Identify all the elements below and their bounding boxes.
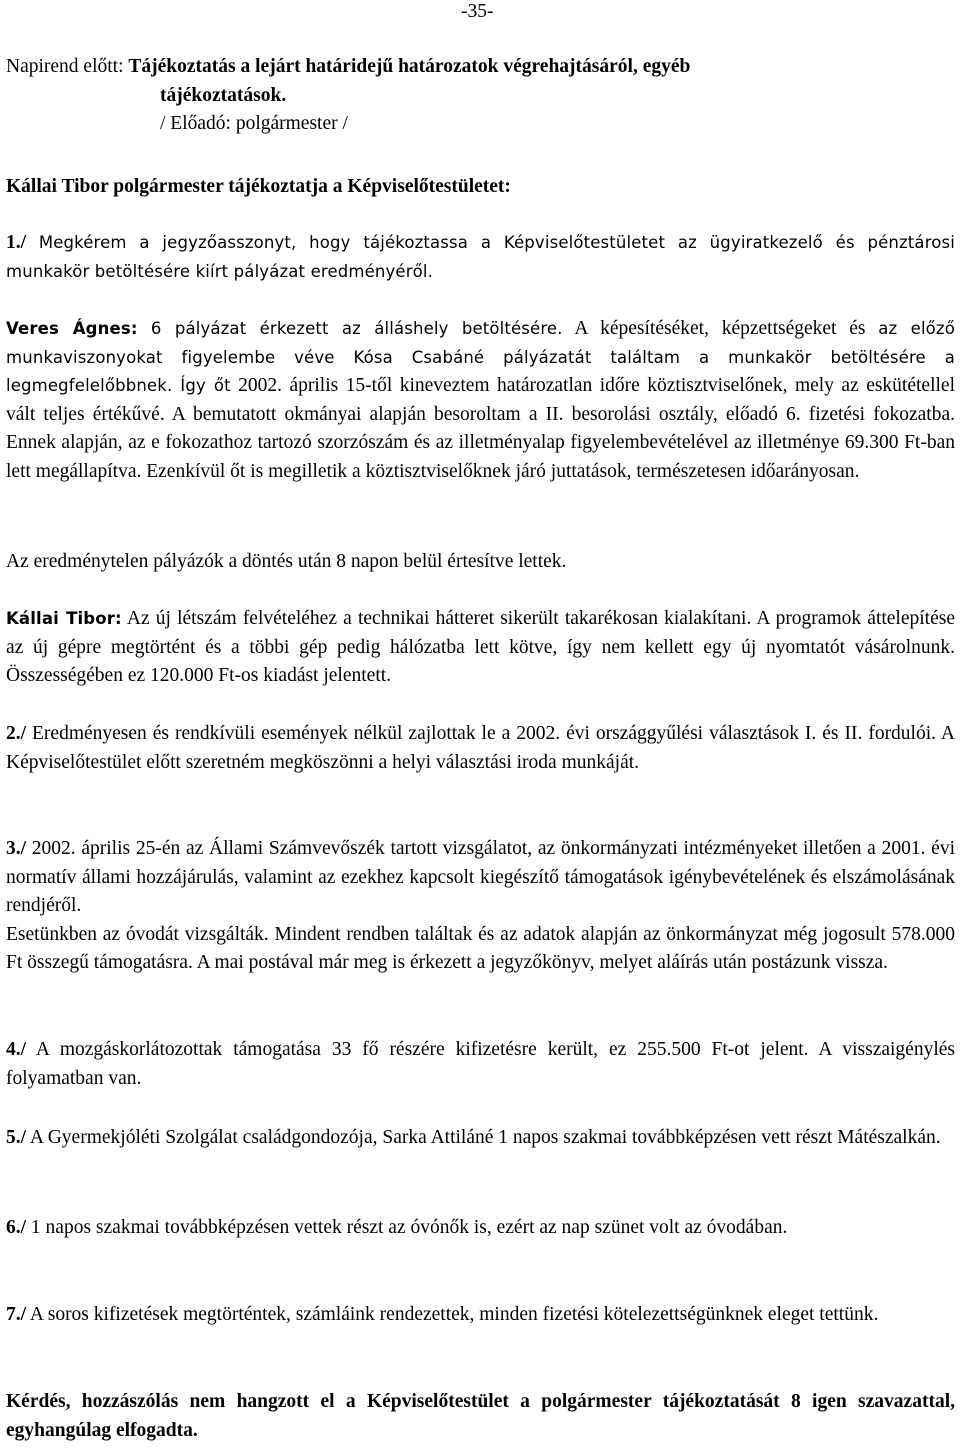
veres-text-1: 6 pályázat érkezett az álláshely betöltésére. (137, 319, 563, 338)
veres-speaker: Veres Ágnes: (6, 319, 138, 338)
agenda-label: Napirend előtt: (6, 56, 129, 77)
item-4 (6, 1036, 955, 1093)
intro-line: Kállai Tibor polgármester tájékoztatja a Képviselőtestületet: (6, 176, 511, 197)
item-6 (6, 1214, 955, 1243)
veres-paragraph (6, 315, 955, 486)
item-7 (6, 1301, 955, 1330)
veres-last-line: Az eredménytelen pályázók a döntés után 8 napon belül értesítve lettek. (6, 551, 567, 572)
item-6-text: 1 napos szakmai továbbképzésen vettek részt az óvónők is, ezért az nap szünet volt az óvodában. (26, 1217, 788, 1238)
kallai-text: Az új létszám felvételéhez a technikai hátteret sikerült takarékosan kialakítani. A programok áttelepítése az új gépre megtörtént és a többi gép pedig hálózatba lett kötve, így nem kellett egy új nyomtatót vásárolnunk. Összességében ez 120.000 Ft-os kiadást jelentett. (6, 608, 955, 686)
item-2-text: Eredményesen és rendkívüli események nélkül zajlottak le a 2002. évi országgyűlési választások I. és II. fordulói. A Képviselőtestület előtt szeretném megköszönni a helyi választási iroda munkáját. (6, 723, 955, 773)
item-4-text: A mozgáskorlátozottak támogatása 33 fő részére kifizetésre került, ez 255.500 Ft-ot jelent. A visszaigénylés folyamatban van. (6, 1039, 955, 1089)
item-1-text: Megkérem a jegyzőasszonyt, hogy tájékoztassa a Képviselőtestületet az ügyiratkezelő és pénztárosi munkakör betöltésére kiírt pályázat eredményéről. (6, 233, 955, 281)
veres-text-2: A képesítéséket, képzettségeket és (562, 318, 866, 339)
item-1 (6, 229, 955, 286)
item-4-number: 4./ (6, 1039, 27, 1060)
item-5-number: 5./ (6, 1127, 27, 1148)
agenda-presenter: / Előadó: polgármester / (160, 113, 348, 134)
agenda-title-line1: Tájékoztatás a lejárt határidejű határozatok végrehajtásáról, egyéb (128, 56, 691, 77)
item-2 (6, 720, 955, 777)
item-2-number: 2./ (6, 723, 27, 744)
item-6-number: 6./ (6, 1217, 27, 1238)
item-3-number: 3./ (6, 838, 27, 859)
item-3-text: 2002. április 25-én az Állami Számvevőszék tartott vizsgálatot, az önkormányzati intézményeket illetően a 2001. évi normatív állami hozzájárulás, valamint az ezekhez kapcsolt kiegészítő támogatások igénybevételének és elszámolásának rendjéről. (6, 838, 955, 916)
item-5-text: A Gyermekjóléti Szolgálat családgondozója, Sarka Attiláné 1 napos szakmai továbbképzésen vett részt Mátészalkán. (26, 1127, 941, 1148)
item-7-number: 7./ (6, 1304, 27, 1325)
item-7-text: A soros kifizetések megtörténtek, számláink rendezettek, minden fizetési kötelezettségünknek eleget tettünk. (26, 1304, 879, 1325)
agenda-title-line2: tájékoztatások. (160, 84, 287, 106)
item-5 (6, 1124, 955, 1153)
kallai-speaker: Kállai Tibor: (6, 609, 122, 628)
item-3 (6, 835, 955, 978)
page-number: -35- (461, 1, 494, 22)
item-3-text-2: Esetünkben az óvodát vizsgálták. Mindent rendben találtak és az adatok alapján az önkormányzat még jogosult 578.000 Ft összegű támogatásra. A mai postával már meg is érkezett a jegyzőkönyv, melyet aláírás után postázunk vissza. (6, 923, 955, 973)
kallai-paragraph (6, 605, 955, 691)
conclusion: Kérdés, hozzászólás nem hangzott el a Képviselőtestület a polgármester tájékoztatását 8 igen szavazattal, egyhangúlag elfogadta. (6, 1391, 955, 1441)
agenda-block (6, 53, 955, 139)
veres-text-3: az előző munkaviszonyokat figyelembe véve Kósa Csabáné pályázatát találtam a munkakör betöltésére a legmegfelelőbbnek. Így őt (6, 319, 955, 395)
veres-text-4: 2002. április 15-től kineveztem határozatlan időre köztisztviselőnek, mely az eskütétellel vált teljes értékűvé. A bemutatott okmányai alapján besoroltam a II. besorolási osztály, előadó 6. fizetési fokozatba. Ennek alapján, az e fokozathoz tartozó szorzószám és az illetményalap figyelembevételével az illetménye 69.300 Ft-ban lett megállapítva. Ezenkívül őt is megilletik a köztisztviselőknek járó juttatások, természetesen időarányosan. (6, 375, 955, 482)
item-1-number: 1./ (6, 232, 27, 253)
